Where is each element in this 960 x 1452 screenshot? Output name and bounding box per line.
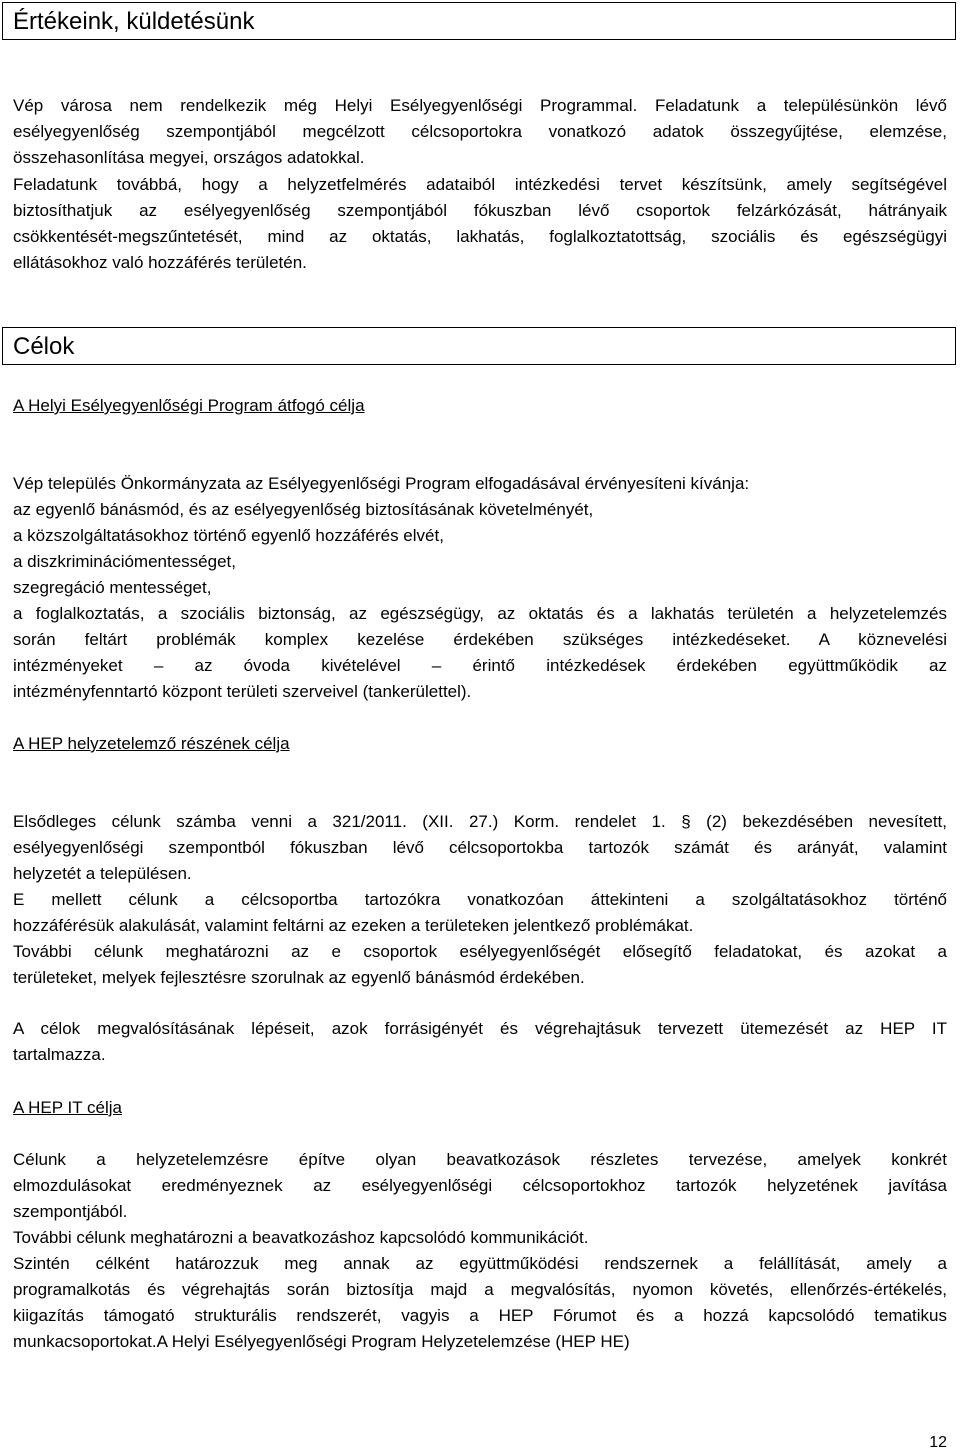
text-line: programalkotás és végrehajtás során biztosítja majd a megvalósítás, nyomon követés, ellenőrzés-értékelés, (13, 1280, 947, 1299)
subheading-text: A HEP IT célja (13, 1098, 122, 1117)
list-item: intézményeket – az óvoda kivételével – érintő intézkedések érdekében együttműködik az (13, 656, 947, 675)
intro-paragraph-2 (13, 172, 947, 276)
section-title: Értékeink, küldetésünk (13, 8, 255, 35)
subheading-hep-he (13, 731, 947, 757)
text-line: esélyegyenlőségi szempontból fókuszban lévő célcsoportokba tartozók számát és arányát, valamint (13, 838, 947, 857)
list-item: szegregáció mentességet, (13, 578, 212, 597)
text-line: esélyegyenlőség szempontjából megcélzott célcsoportokra vonatkozó adatok összegyűjtése, elemzése, (13, 122, 947, 141)
list-item: során feltárt problémák komplex kezelése érdekében szükséges intézkedéseket. A köznevelési (13, 630, 947, 649)
he-paragraph (13, 809, 947, 991)
list-item: a diszkriminációmentességet, (13, 552, 236, 571)
text-line: Feladatunk továbbá, hogy a helyzetfelmérés adataiból intézkedési tervet készítsünk, amely segítségével (13, 175, 947, 194)
text-line: Szintén célként határozzuk meg annak az együttműködési rendszernek a felállítását, amely a (13, 1254, 947, 1273)
text-line: munkacsoportokat.A Helyi Esélyegyenlőségi Program Helyzetelemzése (HEP HE) (13, 1332, 630, 1351)
text-line: ellátásokhoz való hozzáférés területén. (13, 253, 307, 272)
text-line: területeket, melyek fejlesztésre szorulnak az egyenlő bánásmód érdekében. (13, 968, 585, 987)
intro-paragraph-1 (13, 93, 947, 171)
list-item: a foglalkoztatás, a szociális biztonság, az egészségügy, az oktatás és a lakhatás területén a helyzetelemzés (13, 604, 947, 623)
goals-list (13, 471, 947, 705)
text-line: csökkentését-megszűntetését, mind az oktatás, lakhatás, foglalkoztatottság, szociális és egészségügyi (13, 227, 947, 246)
text-line: E mellett célunk a célcsoportba tartozókra vonatkozóan áttekinteni a szolgáltatásokhoz történő (13, 890, 947, 909)
subheading-text: A HEP helyzetelemző részének célja (13, 734, 290, 753)
text-line: elmozdulásokat eredményeznek az esélyegyenlőségi célcsoportokhoz tartozók helyzetének javítása (13, 1176, 947, 1195)
subheading-text: A Helyi Esélyegyenlőségi Program átfogó célja (13, 396, 365, 415)
it-intro-paragraph (13, 1016, 947, 1068)
text-line: összehasonlítása megyei, országos adatokkal. (13, 148, 365, 167)
text-line: helyzetét a településen. (13, 864, 192, 883)
list-item: Vép település Önkormányzata az Esélyegyenlőségi Program elfogadásával érvényesíteni kívánja: (13, 474, 750, 493)
text-line: Célunk a helyzetelemzésre építve olyan beavatkozások részletes tervezése, amelyek konkrét (13, 1150, 947, 1169)
text-line: További célunk meghatározni a beavatkozáshoz kapcsolódó kommunikációt. (13, 1228, 589, 1247)
text-line: A célok megvalósításának lépéseit, azok forrásigényét és végrehajtásuk tervezett ütemezését az HEP IT (13, 1019, 947, 1038)
subheading-hep-it (13, 1095, 947, 1121)
list-item: intézményfenntartó központ területi szerveivel (tankerülettel). (13, 682, 472, 701)
text-line: tartalmazza. (13, 1045, 106, 1064)
page-number: 12 (929, 1434, 947, 1451)
text-line: További célunk meghatározni az e csoportok esélyegyenlőségét elősegítő feladatokat, és azokat a (13, 942, 947, 961)
it-paragraph (13, 1147, 947, 1355)
subheading-atfogo-cel (13, 393, 947, 419)
text-line: szempontjából. (13, 1202, 128, 1221)
list-item: a közszolgáltatásokhoz történő egyenlő hozzáférés elvét, (13, 526, 444, 545)
section-title: Célok (13, 333, 75, 360)
text-line: Vép városa nem rendelkezik még Helyi Esélyegyenlőségi Programmal. Feladatunk a településünkön lévő (13, 96, 947, 115)
section-header-celok (2, 327, 956, 365)
text-line: kiigazítás támogató strukturális rendszerét, vagyis a HEP Fórumot és a hozzá kapcsolódó tematikus (13, 1306, 947, 1325)
list-item: az egyenlő bánásmód, és az esélyegyenlőség biztosításának követelményét, (13, 500, 594, 519)
text-line: biztosíthatjuk az esélyegyenlőség szempontjából fókuszban lévő csoportok felzárkózását, hátrányaik (13, 201, 947, 220)
text-line: hozzáférésük alakulását, valamint feltárni az ezeken a területeken jelentkező problémákat. (13, 916, 694, 935)
section-header-ertekeink (2, 2, 956, 40)
text-line: Elsődleges célunk számba venni a 321/2011. (XII. 27.) Korm. rendelet 1. § (2) bekezdésében nevesített, (13, 812, 947, 831)
